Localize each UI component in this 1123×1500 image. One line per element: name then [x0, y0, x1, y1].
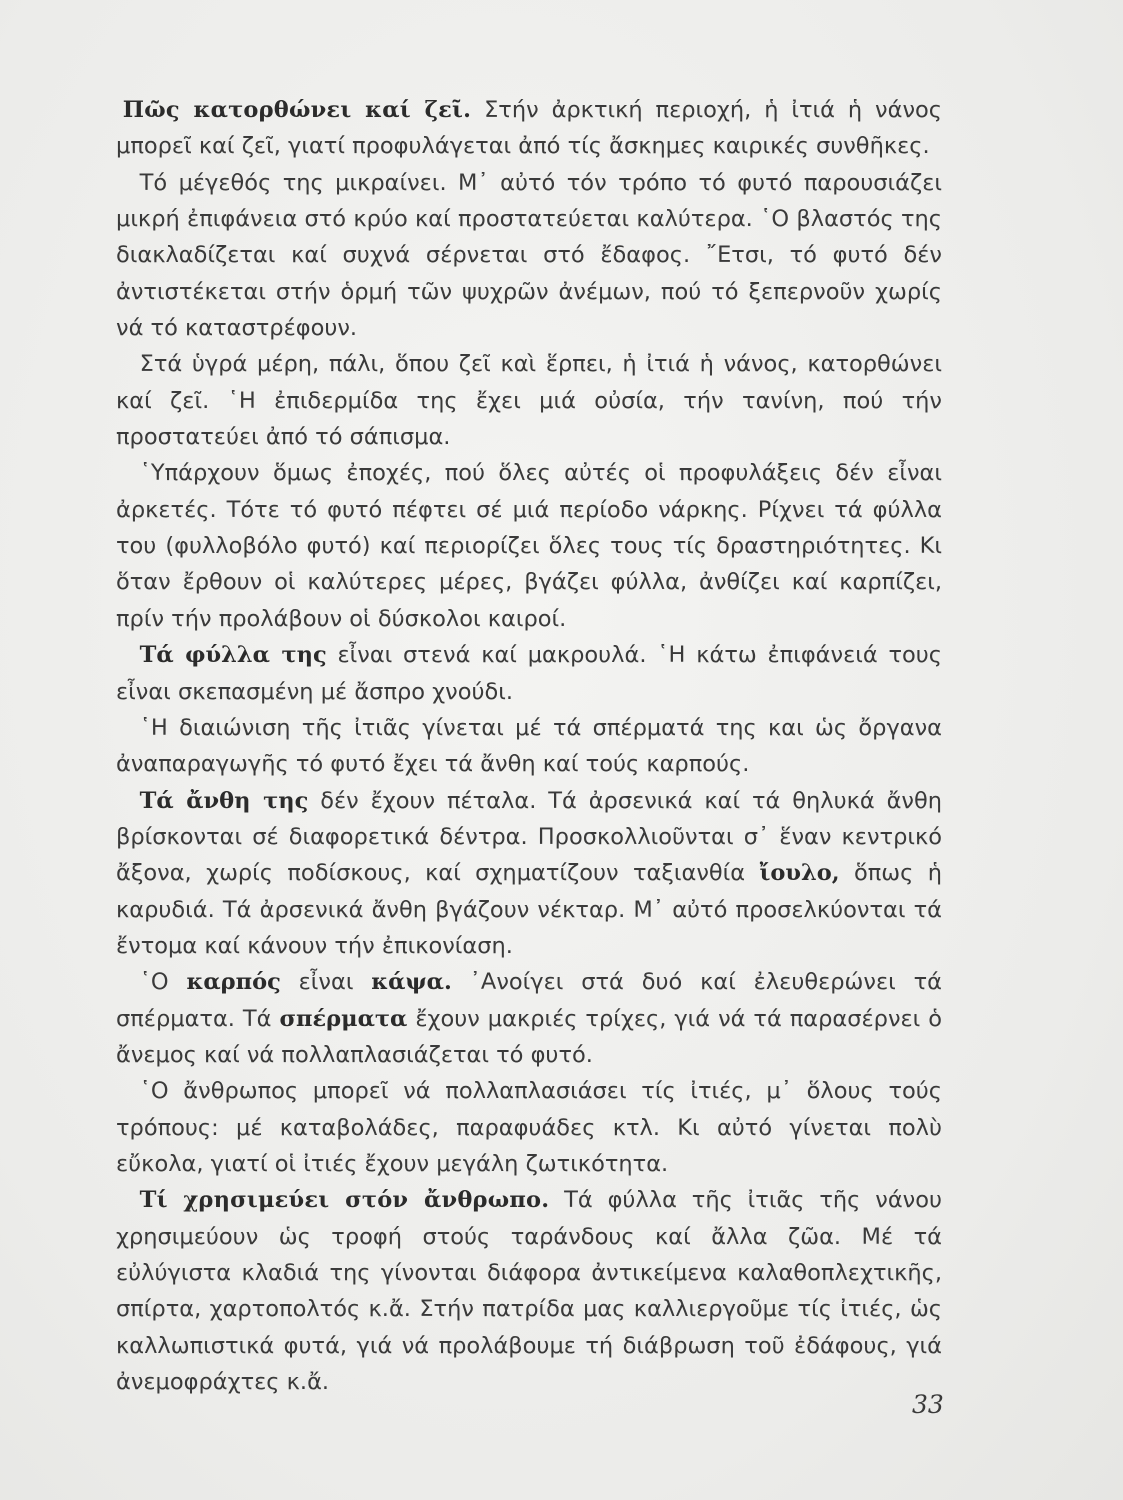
section-heading-uses: Τί χρησιμεύει στόν ἄνθρωπο.: [139, 1187, 550, 1214]
section-heading-flowers: Τά ἄνθη της: [139, 787, 309, 814]
paragraph-text: Στήν ἀρκτική περιοχή, ἡ ἰτιά ἡ νάνος μπορεῖ καί ζεῖ, γιατί προφυλάγεται ἀπό τίς ἄσκημες καιρικές συνθῆκες.: [116, 97, 942, 160]
paragraph-text: ὅπως ἡ καρυδιά. Τά ἀρσενικά ἄνθη βγάζουν νέκταρ. Μ᾽ αὐτό προσελκύονται τά ἔντομα καί κάνουν τήν ἐπικονίαση.: [116, 860, 942, 959]
paragraph-text: ᾽Ανοίγει στά δυό καί ἐλευθερώνει τά σπέρματα. Τά: [116, 969, 942, 1032]
paragraph-size: [116, 165, 942, 347]
term-catkin: ἴουλο,: [759, 860, 840, 887]
paragraph-flowers: [116, 783, 942, 965]
paragraph-text: Τό μέγεθός της μικραίνει. Μ᾽ αὐτό τόν τρόπο τό φυτό παρουσιάζει μικρή ἐπιφάνεια στό κρύο καί προστατεύεται καλύτερα. ῾Ο βλαστός της διακλαδίζεται καί συχνά σέρνεται στό ἔδαφος. ῎Ετσι, τό φυτό δέν ἀντιστέκεται στήν ὁρμή τῶν ψυχρῶν ἀνέμων, πού τό ξεπερνοῦν χωρίς νά τό καταστρέφουν.: [116, 169, 942, 342]
body-text: [116, 92, 942, 1400]
section-heading-leaves: Τά φύλλα της: [139, 642, 327, 669]
paragraph-text: ῾Η διαιώνιση τῆς ἰτιᾶς γίνεται μέ τά σπέρματά της και ὡς ὄργανα ἀναπαραγωγῆς τό φυτό ἔχει τά ἄνθη καί τούς καρπούς.: [116, 714, 942, 778]
paragraph-text: δέν ἔχουν πέταλα. Τά ἀρσενικά καί τά θηλυκά ἄνθη βρίσκονται σέ διαφορετικά δέντρα. Προσκολλιοῦνται σ᾽ ἕναν κεντρικό ἄξονα, χωρίς ποδίσκους, καί σχηματίζουν ταξιανθία: [116, 787, 943, 887]
term-capsule: κάψα.: [371, 969, 452, 996]
paragraph-text: εἶναι στενά καί μακρουλά. ῾Η κάτω ἐπιφάνειά τους εἶναι σκεπασμένη μέ ἄσπρο χνούδι.: [116, 642, 942, 705]
paragraph-propagation: [116, 1073, 942, 1182]
paragraph-reproduction: [116, 710, 942, 783]
paragraph-text: ῾Ο ἄνθρωπος μπορεῖ νά πολλαπλασιάσει τίς ἰτιές, μ᾽ ὅλους τούς τρόπους: μέ καταβολάδες, παραφυάδες κτλ. Κι αὐτό γίνεται πολὺ εὔκολα, γιατί οἱ ἰτιές ἔχουν μεγάλη ζωτικότητα.: [116, 1078, 942, 1177]
paragraph-text: εἶναι: [298, 969, 354, 996]
section-heading-survival: Πῶς κατορθώνει καί ζεῖ.: [122, 97, 472, 123]
page-number: 33: [912, 1390, 944, 1419]
paragraph-text: ῾Υπάρχουν ὅμως ἐποχές, πού ὅλες αὐτές οἱ προφυλάξεις δέν εἶναι ἀρκετές. Τότε τό φυτό πέφτει σέ μιά περίοδο νάρκης. Ρίχνει τά φύλλα του (φυλλοβόλο φυτό) καί περιορίζει ὅλες τους τίς δραστηριότητες. Κι ὅταν ἔρθουν οἱ καλύτερες μέρες, βγάζει φύλλα, ἀνθίζει καί καρπίζει, πρίν τήν προλάβουν οἱ δύσκολοι καιροί.: [116, 460, 942, 632]
paragraph-fruit: [116, 964, 942, 1073]
paragraph-leaves: [116, 637, 942, 710]
paragraph-text: Στά ὑγρά μέρη, πάλι, ὅπου ζεῖ καὶ ἕρπει, ἡ ἰτιά ἡ νάνος, κατορθώνει καί ζεῖ. ῾Η ἐπιδερμίδα της ἔχει μιά οὐσία, τήν τανίνη, πού τήν προστατεύει ἀπό τό σάπισμα.: [116, 351, 942, 451]
paragraph-uses: [116, 1182, 942, 1400]
term-fruit: καρπός: [186, 969, 281, 996]
paragraph-wet-places: [116, 346, 942, 455]
paragraph-text: ῾Ο: [139, 969, 169, 996]
paragraph-survival: [116, 92, 942, 165]
paragraph-dormancy: [116, 455, 942, 637]
term-seeds: σπέρματα: [279, 1005, 408, 1032]
paragraph-text: Τά φύλλα τῆς ἰτιᾶς τῆς νάνου χρησιμεύουν ὡς τροφή στούς ταράνδους καί ἄλλα ζῶα. Μέ τά εὐλύγιστα κλαδιά της γίνονται διάφορα ἀντικείμενα καλαθοπλεχτικῆς, σπίρτα, χαρτοπολτός κ.ἄ. Στήν πατρίδα μας καλλιεργοῦμε τίς ἰτιές, ὡς καλλωπιστικά φυτά, γιά νά προλάβουμε τή διάβρωση τοῦ ἐδάφους, γιά ἀνεμοφράχτες κ.ἄ.: [116, 1187, 943, 1396]
paragraph-text: ἔχουν μακριές τρίχες, γιά νά τά παρασέρνει ὁ ἄνεμος καί νά πολλαπλασιάζεται τό φυτό.: [116, 1005, 943, 1068]
